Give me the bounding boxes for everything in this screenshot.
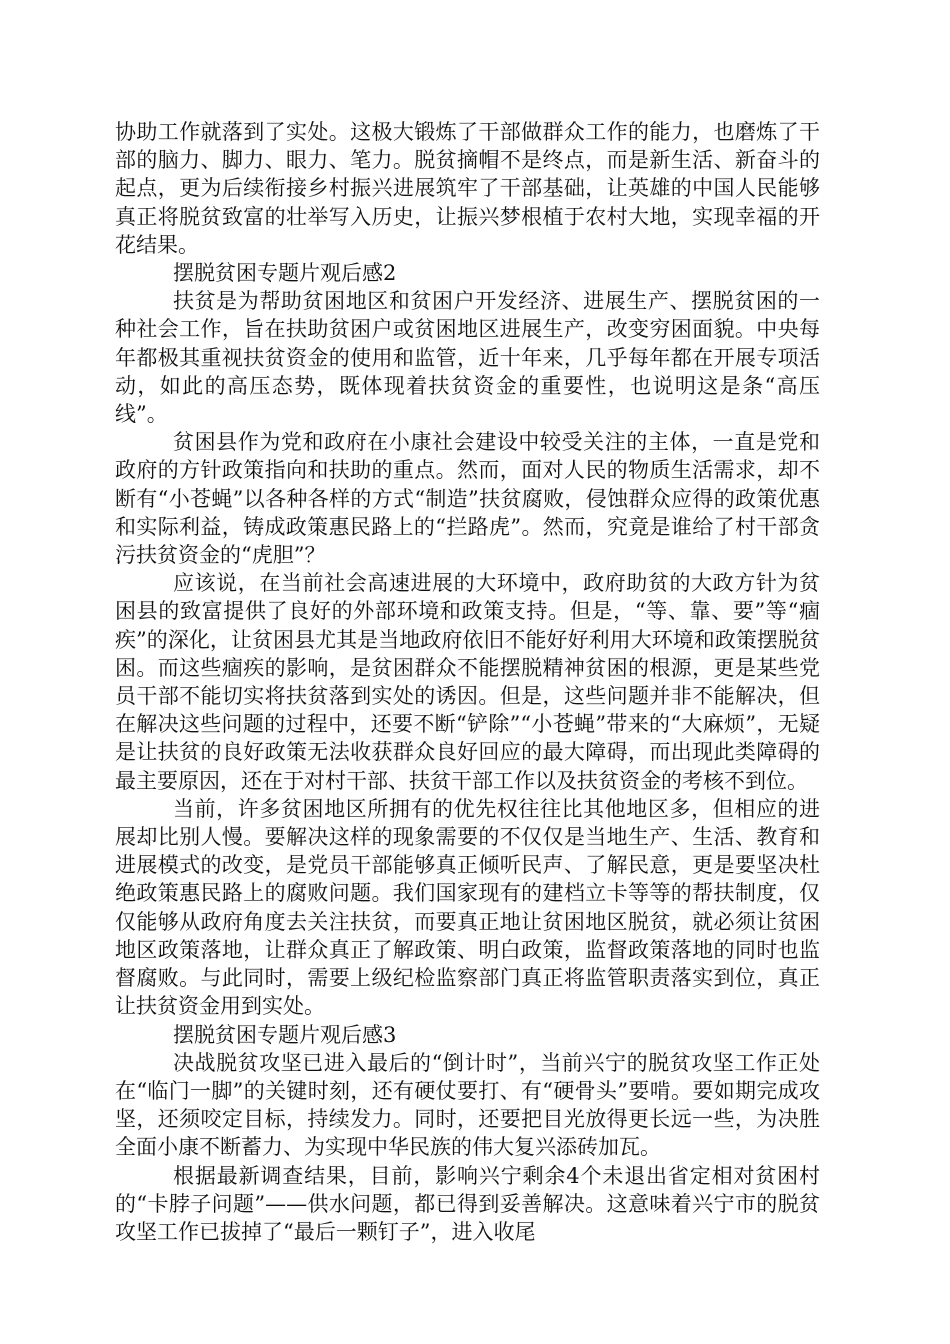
- paragraph: 根据最新调查结果，目前，影响兴宁剩余4个未退出省定相对贫困村的“卡脖子问题”——供水问题，都已得到妥善解决。这意味着兴宁市的脱贫攻坚工作已拔掉了“最后一颗钉子”，进入收尾: [115, 1163, 820, 1244]
- paragraph: 贫困县作为党和政府在小康社会建设中较受关注的主体，一直是党和政府的方针政策指向和扶助的重点。然而，面对人民的物质生活需求，却不断有“小苍蝇”以各种各样的方式“制造”扶贫腐败，侵蚀群众应得的政策优惠和实际利益，铸成政策惠民路上的“拦路虎”。然而，究竟是谁给了村干部贪污扶贫资金的“虎胆”？: [115, 430, 820, 568]
- section-title-2: 摆脱贫困专题片观后感2: [173, 261, 397, 286]
- paragraph: 决战脱贫攻坚已进入最后的“倒计时”，当前兴宁的脱贫攻坚工作正处在“临门一脚”的关键时刻，还有硬仗要打、有“硬骨头”要啃。要如期完成攻坚，还须咬定目标，持续发力。同时，还要把目光放得更长远一些，为决胜全面小康不断蓄力、为实现中华民族的伟大复兴添砖加瓦。: [115, 1050, 820, 1160]
- paragraph: 应该说，在当前社会高速进展的大环境中，政府助贫的大政方针为贫困县的致富提供了良好的外部环境和政策支持。但是，“等、靠、要”等“痼疾”的深化，让贫困县尤其是当地政府依旧不能好好利用大环境和政策摆脱贫困。而这些痼疾的影响，是贫困群众不能摆脱精神贫困的根源，更是某些党员干部不能切实将扶贫落到实处的诱因。但是，这些问题并非不能解决，但在解决这些问题的过程中，还要不断“铲除”“小苍蝇”带来的“大麻烦”，无疑是让扶贫的良好政策无法收获群众良好回应的最大障碍，而出现此类障碍的最主要原因，还在于对村干部、扶贫干部工作以及扶贫资金的考核不到位。: [115, 571, 820, 793]
- section-title-3: 摆脱贫困专题片观后感3: [173, 1022, 397, 1047]
- paragraph: 当前，许多贫困地区所拥有的优先权往往比其他地区多，但相应的进展却比别人慢。要解决这样的现象需要的不仅仅是当地生产、生活、教育和进展模式的改变，是党员干部能够真正倾听民声、了解民意，更是要坚决杜绝政策惠民路上的腐败问题。我们国家现有的建档立卡等等的帮扶制度，仅仅能够从政府角度去关注扶贫，而要真正地让贫困地区脱贫，就必须让贫困地区政策落地，让群众真正了解政策、明白政策，监督政策落地的同时也监督腐败。与此同时，需要上级纪检监察部门真正将监管职责落实到位，真正让扶贫资金用到实处。: [115, 796, 820, 1019]
- document-body: [115, 118, 820, 1246]
- paragraph-continuation: 协助工作就落到了实处。这极大锻炼了干部做群众工作的能力，也磨炼了干部的脑力、脚力、眼力、笔力。脱贫摘帽不是终点，而是新生活、新奋斗的起点，更为后续衔接乡村振兴进展筑牢了干部基础，让英雄的中国人民能够真正将脱贫致富的壮举写入历史，让振兴梦根植于农村大地，实现幸福的开花结果。: [115, 120, 820, 257]
- paragraph: 扶贫是为帮助贫困地区和贫困户开发经济、进展生产、摆脱贫困的一种社会工作，旨在扶助贫困户或贫困地区进展生产，改变穷困面貌。中央每年都极其重视扶贫资金的使用和监管，近十年来，几乎每年都在开展专项活动，如此的高压态势，既体现着扶贫资金的重要性，也说明这是条“高压线”。: [115, 289, 820, 427]
